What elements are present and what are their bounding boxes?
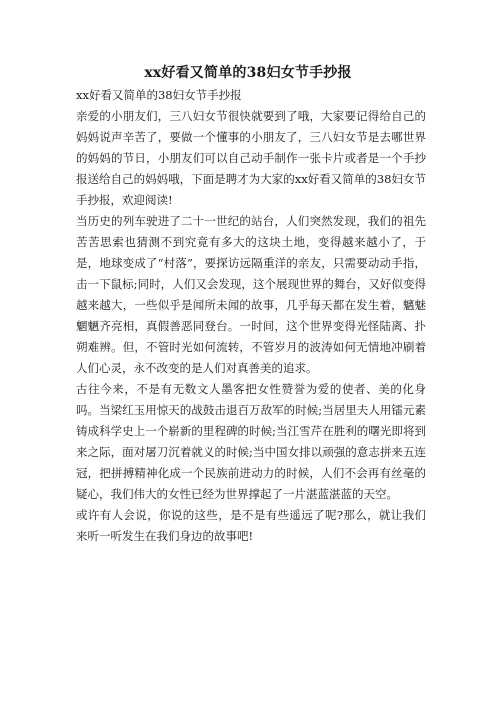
paragraph-women: 古往今来，不是有无数文人墨客把女性赞誉为爱的使者、美的化身吗。当梁红玉用惊天的战鼓击退百万敌军的时候;当居里夫人用镭元素铸成科学史上一个崭新的里程碑的时候;当江雪芹在胜利的曙光即将到来之际，面对屠刀沉着就义的时候;当中国女排以顽强的意志拼来五连冠，把拼搏精神化成一个民族前进动力的时候，人们不会再有丝毫的疑心，我们伟大的女性已经为世界撑起了一片湛蓝湛蓝的天空。 <box>76 382 426 501</box>
document-body <box>76 106 426 547</box>
document-title: xx好看又简单的38妇女节手抄报 <box>144 65 352 81</box>
paragraph-intro: 亲爱的小朋友们，三八妇女节很快就要到了哦，大家要记得给自己的妈妈说声辛苦了，要做一个懂事的小朋友了，三八妇女节是去哪世界的妈妈的节日，小朋友们可以自己动手制作一张卡片或者是一个手抄报送给自己的妈妈哦，下面是聘才为大家的xx好看又简单的38妇女节手抄报，欢迎阅读! <box>76 109 426 207</box>
paragraph-closing: 或许有人会说，你说的这些，是不是有些遥远了呢?那么，就让我们来听一听发生在我们身边的故事吧! <box>76 508 426 543</box>
document-subtitle: xx好看又简单的38妇女节手抄报 <box>76 88 242 102</box>
paragraph-history: 当历史的列车驶进了二十一世纪的站台，人们突然发现，我们的祖先苦苦思索也猜测不到究竟有多大的这块土地，变得越来越小了，于是，地球变成了“村落”，要探访远隔重洋的亲友，只需要动动手指，击一下鼠标;同时，人们又会发现，这个展现世界的舞台，又好似变得越来越大，一些似乎是闻所未闻的故事，几乎每天都在发生着，魑魅魍魉齐亮相，真假善恶同登台。一时间，这个世界变得光怪陆离、扑朔难辨。但，不管时光如何流转，不管岁月的波涛如何无情地冲刷着人们心灵，永不改变的是人们对真善美的追求。 <box>76 214 426 375</box>
